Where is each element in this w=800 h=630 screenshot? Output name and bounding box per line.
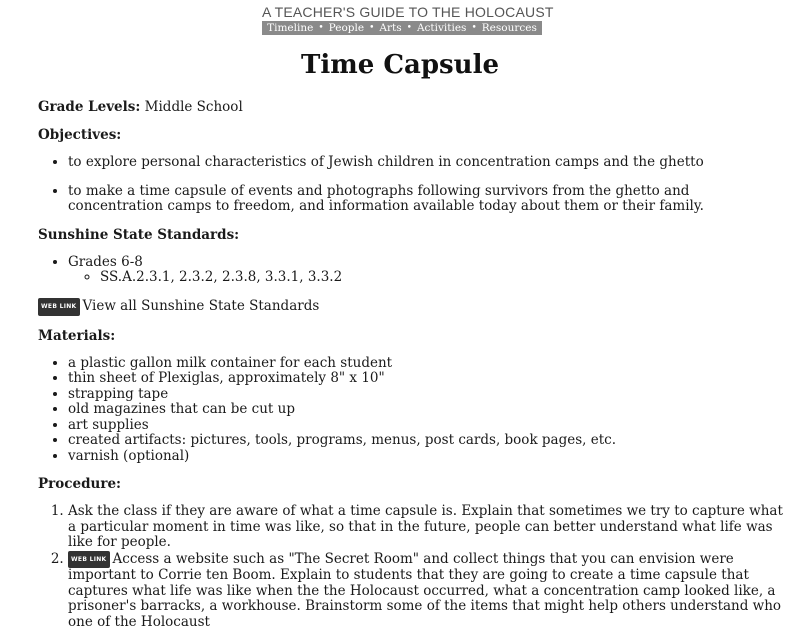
site-header <box>262 5 542 35</box>
procedure-list <box>38 504 788 630</box>
nav-people[interactable]: People <box>329 22 364 34</box>
material-item: • a plastic gallon milk container for each student <box>68 356 788 372</box>
standards-codes-list <box>68 270 788 286</box>
procedure-step <box>68 551 788 630</box>
material-item: • old magazines that can be cut up <box>68 402 788 418</box>
material-item: • art supplies <box>68 418 788 434</box>
grade-levels <box>38 99 788 115</box>
material-item: • varnish (optional) <box>68 449 788 465</box>
page-title: Time Capsule <box>0 50 800 80</box>
materials-list <box>38 356 788 465</box>
lesson-content <box>38 99 788 630</box>
standards-codes: ◦ SS.A.2.3.1, 2.3.2, 2.3.8, 3.3.1, 3.3.2 <box>100 270 788 286</box>
site-title[interactable]: A TEACHER'S GUIDE TO THE HOLOCAUST <box>262 5 542 20</box>
procedure-step-text: Access a website such as "The Secret Room" and collect things that you can envision were important to Corrie ten Boom. Explain to students that they are going to create a time capsule that captures what life was like when the the Holocaust occurred, what a concentration camp looked like, a prisoner's barracks, a workhouse. Brainstorm some of the items that might help others understand who one of the Holocaust <box>68 551 781 630</box>
nav-separator: • <box>407 23 412 33</box>
nav-bar <box>262 21 542 35</box>
nav-separator: • <box>471 23 476 33</box>
nav-resources[interactable]: Resources <box>482 22 537 34</box>
material-item: • strapping tape <box>68 387 788 403</box>
grade-levels-label: Grade Levels: <box>38 99 140 115</box>
nav-timeline[interactable]: Timeline <box>267 22 313 34</box>
objectives-heading: Objectives: <box>38 127 788 143</box>
nav-separator: • <box>318 23 323 33</box>
objective-item: • to explore personal characteristics of Jewish children in concentration camps and the ghetto <box>68 155 788 171</box>
materials-heading: Materials: <box>38 328 788 344</box>
view-all-standards-link[interactable]: View all Sunshine State Standards <box>83 298 320 314</box>
procedure-heading: Procedure: <box>38 476 788 492</box>
material-item: • thin sheet of Plexiglas, approximately 8" x 10" <box>68 371 788 387</box>
view-standards-row <box>38 298 788 316</box>
material-item: • created artifacts: pictures, tools, programs, menus, post cards, book pages, etc. <box>68 433 788 449</box>
nav-arts[interactable]: Arts <box>379 22 401 34</box>
web-link-icon[interactable]: WEB LINK <box>68 551 110 569</box>
objective-item: • to make a time capsule of events and photographs following survivors from the ghetto and concentration camps to freedom, and information available today about them or their family. <box>68 184 788 215</box>
standards-heading: Sunshine State Standards: <box>38 227 788 243</box>
standards-grade-item <box>68 255 788 286</box>
web-link-icon: WEB LINK <box>38 298 80 316</box>
procedure-step: 1. Ask the class if they are aware of what a time capsule is. Explain that sometimes we try to capture what a particular moment in time was like, so that in the future, people can better understand what life was like for people. <box>68 504 788 551</box>
standards-grades: Grades 6-8 <box>68 254 143 270</box>
nav-separator: • <box>369 23 374 33</box>
grade-levels-value: Middle School <box>145 99 243 115</box>
objectives-list <box>38 155 788 215</box>
nav-activities[interactable]: Activities <box>417 22 467 34</box>
standards-list <box>38 255 788 286</box>
